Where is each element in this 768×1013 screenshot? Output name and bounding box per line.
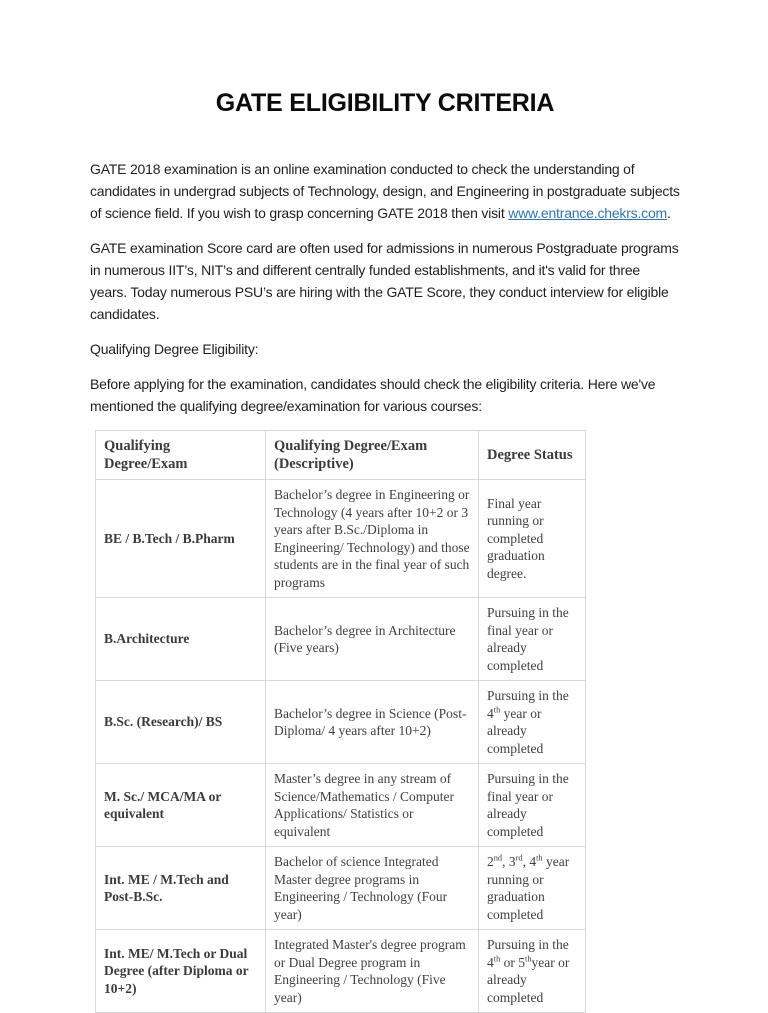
eligibility-table-body bbox=[96, 480, 586, 1013]
page-title: GATE ELIGIBILITY CRITERIA bbox=[215, 89, 555, 117]
table-row bbox=[96, 480, 586, 598]
cell-status: Pursuing in the final year or already completed bbox=[479, 764, 586, 847]
before-applying-paragraph: Before applying for the examination, candidates should check the eligibility criteria. Here we've mentioned the qualifying degree/examination for various courses: bbox=[90, 376, 656, 414]
cell-degree: B.Sc. (Research)/ BS bbox=[96, 681, 266, 764]
cell-status: Pursuing in the final year or already completed bbox=[479, 598, 586, 681]
cell-status: 2nd, 3rd, 4th year running or graduation completed bbox=[479, 847, 586, 930]
intro-text-before-link: GATE 2018 examination is an online examination conducted to check the understanding of candidates in undergrad subjects of Technology, design, and Engineering in postgraduate subjects of science field. If you wish to grasp concerning GATE 2018 then visit bbox=[90, 161, 680, 221]
cell-descriptive: Bachelor’s degree in Engineering or Technology (4 years after 10+2 or 3 years after B.Sc./Diploma in Engineering/ Technology) and those students are in the final year of such programs bbox=[266, 480, 479, 598]
eligibility-table bbox=[95, 430, 586, 1013]
cell-descriptive: Bachelor’s degree in Science (Post-Diploma/ 4 years after 10+2) bbox=[266, 681, 479, 764]
cell-descriptive: Master’s degree in any stream of Science/Mathematics / Computer Applications/ Statistics or equivalent bbox=[266, 764, 479, 847]
cell-degree: M. Sc./ MCA/MA or equivalent bbox=[96, 764, 266, 847]
col-header-degree-status: Degree Status bbox=[479, 431, 586, 480]
col-header-descriptive: Qualifying Degree/Exam (Descriptive) bbox=[266, 431, 479, 480]
eligibility-table-header bbox=[96, 431, 586, 480]
col-header-qualifying-degree: Qualifying Degree/Exam bbox=[96, 431, 266, 480]
intro-text-after-link: . bbox=[667, 205, 671, 221]
cell-status: Pursuing in the 4th year or already completed bbox=[479, 681, 586, 764]
table-row bbox=[96, 598, 586, 681]
cell-degree: Int. ME/ M.Tech or Dual Degree (after Diploma or 10+2) bbox=[96, 930, 266, 1013]
cell-descriptive: Integrated Master's degree program or Dual Degree program in Engineering / Technology (Five year) bbox=[266, 930, 479, 1013]
cell-degree: Int. ME / M.Tech and Post-B.Sc. bbox=[96, 847, 266, 930]
cell-status: Pursuing in the 4th or 5thyear or already completed bbox=[479, 930, 586, 1013]
cell-descriptive: Bachelor’s degree in Architecture (Five years) bbox=[266, 598, 479, 681]
table-row bbox=[96, 930, 586, 1013]
table-row bbox=[96, 681, 586, 764]
score-card-paragraph: GATE examination Score card are often used for admissions in numerous Postgraduate programs in numerous IIT’s, NIT’s and different centrally funded establishments, and it's valid for three years. Today numerous PSU’s are hiring with the GATE Score, they conduct interview for eligible candidates. bbox=[90, 240, 679, 322]
cell-degree: BE / B.Tech / B.Pharm bbox=[96, 480, 266, 598]
cell-descriptive: Bachelor of science Integrated Master degree programs in Engineering / Technology (Four year) bbox=[266, 847, 479, 930]
intro-paragraph bbox=[90, 158, 680, 224]
entrance-chekrs-link[interactable]: www.entrance.chekrs.com bbox=[508, 205, 668, 221]
table-row bbox=[96, 847, 586, 930]
cell-degree: B.Architecture bbox=[96, 598, 266, 681]
qualifying-degree-heading: Qualifying Degree Eligibility: bbox=[90, 341, 259, 357]
table-row bbox=[96, 764, 586, 847]
cell-status: Final year running or completed graduation degree. bbox=[479, 480, 586, 598]
header-row bbox=[96, 431, 586, 480]
